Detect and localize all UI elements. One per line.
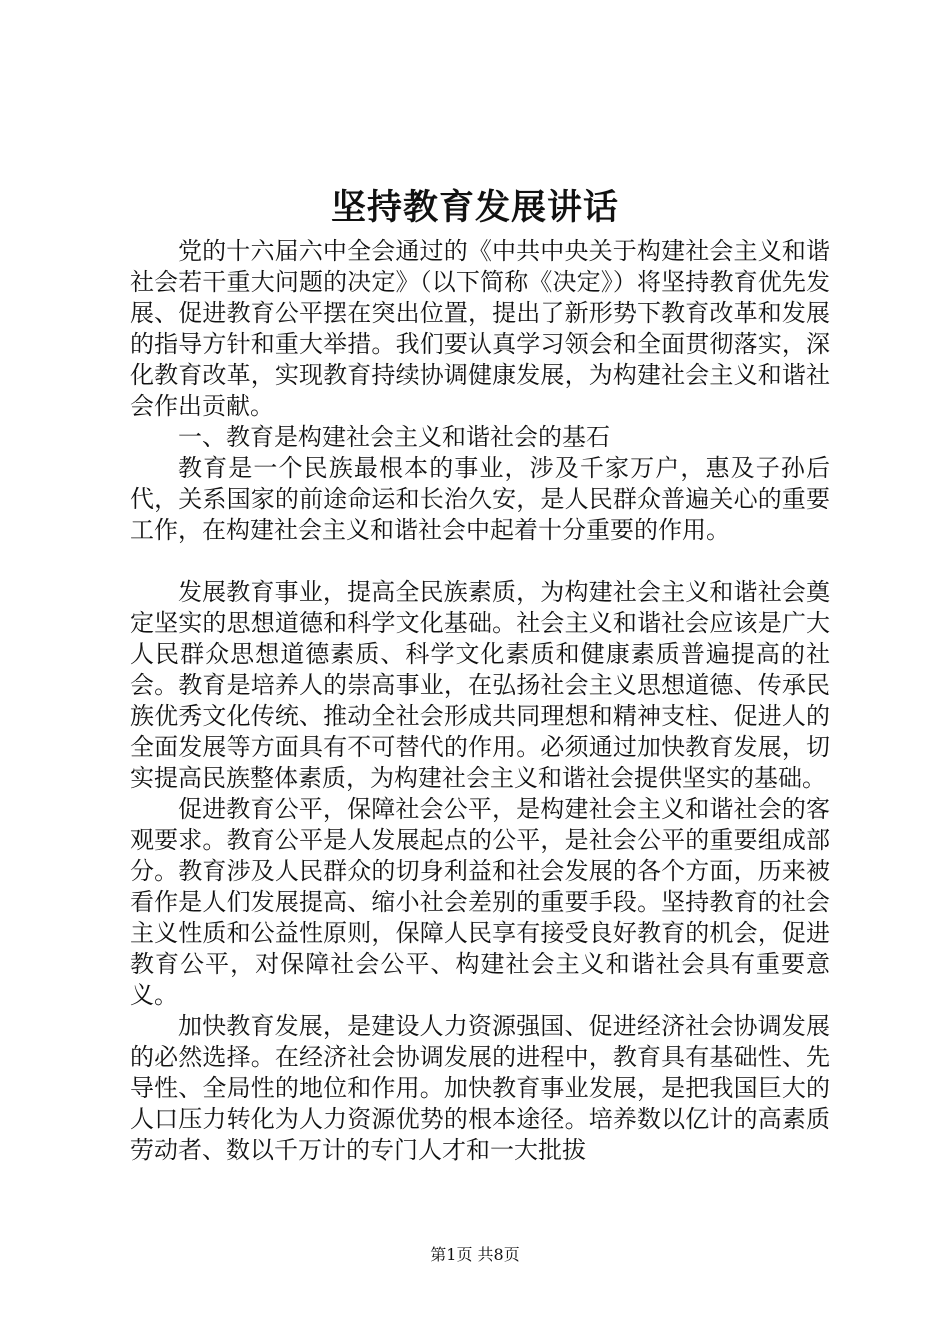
page-footer: 第1页 共8页	[430, 1245, 520, 1264]
paragraph-accelerate-development: 加快教育发展，是建设人力资源强国、促进经济社会协调发展的必然选择。在经济社会协调发展的进程中，教育具有基础性、先导性、全局性的地位和作用。加快教育事业发展，是把我国巨大的人口压力转化为人力资源优势的根本途径。培养数以亿计的高素质劳动者、数以千万计的专门人才和一大批拔	[130, 1012, 830, 1164]
document-body	[130, 236, 830, 1166]
paragraph-education-fairness: 促进教育公平，保障社会公平，是构建社会主义和谐社会的客观要求。教育公平是人发展起点的公平，是社会公平的重要组成部分。教育涉及人民群众的切身利益和社会发展的各个方面，历来被看作是人们发展提高、缩小社会差别的重要手段。坚持教育的社会主义性质和公益性原则，保障人民享有接受良好教育的机会，促进教育公平，对保障社会公平、构建社会主义和谐社会具有重要意义。	[130, 795, 830, 1009]
section-heading-1: 一、教育是构建社会主义和谐社会的基石	[178, 423, 610, 451]
document-title: 坚持教育发展讲话	[330, 187, 619, 228]
paragraph-education-foundation: 教育是一个民族最根本的事业，涉及千家万户，惠及子孙后代，关系国家的前途命运和长治久安，是人民群众普遍关心的重要工作，在构建社会主义和谐社会中起着十分重要的作用。	[130, 454, 830, 544]
paragraph-intro: 党的十六届六中全会通过的《中共中央关于构建社会主义和谐社会若干重大问题的决定》（以下简称《决定》）将坚持教育优先发展、促进教育公平摆在突出位置，提出了新形势下教育改革和发展的指导方针和重大举措。我们要认真学习领会和全面贯彻落实，深化教育改革，实现教育持续协调健康发展，为构建社会主义和谐社会作出贡献。	[130, 237, 830, 420]
paragraph-develop-education: 发展教育事业，提高全民族素质，为构建社会主义和谐社会奠定坚实的思想道德和科学文化基础。社会主义和谐社会应该是广大人民群众思想道德素质、科学文化素质和健康素质普遍提高的社会。教育是培养人的崇高事业，在弘扬社会主义思想道德、传承民族优秀文化传统、推动全社会形成共同理想和精神支柱、促进人的全面发展等方面具有不可替代的作用。必须通过加快教育发展，切实提高民族整体素质，为构建社会主义和谐社会提供坚实的基础。	[130, 578, 830, 792]
